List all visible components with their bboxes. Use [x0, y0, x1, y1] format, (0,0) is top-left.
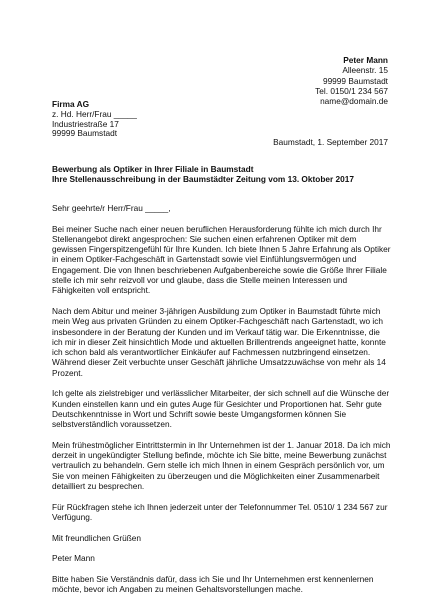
subject-line-1: Bewerbung als Optiker in Ihrer Filiale in Baumstadt — [52, 164, 254, 174]
sender-block — [315, 55, 388, 106]
subject-line-2: Ihre Stellenausschreibung in der Baumstädter Zeitung vom 13. Oktober 2017 — [52, 174, 354, 185]
recipient-city: 99999 Baumstadt — [52, 128, 118, 139]
paragraph-2: Nach dem Abitur und meiner 3-jährigen Ausbildung zum Optiker in Baumstadt führte mich mein Weg aus privaten Gründen zu einem Optiker-Fachgeschäft nach Gartenstadt, wo ich insbesondere in der Beratung der Kunden und im Verkauf tätig war. Die Erkenntnisse, die ich mir in dieser Zeit hinsichtlich Mode und aktuellen Brillentrends angeeignet hatte, konnte ich schon bald als verantwortlicher Einkäufer auf Fachmessen nutzbringend einsetzen. Während dieser Zeit verbuchte unser Geschäft jährliche Umsatzzuwächse von mehr als 14 Prozent. — [52, 305, 386, 378]
recipient-company: Firma AG — [52, 99, 90, 109]
subject-block — [52, 164, 392, 185]
recipient-block — [52, 100, 137, 139]
sender-phone: Tel. 0150/1 234 567 — [315, 85, 388, 96]
sender-email: name@domain.de — [320, 96, 388, 107]
paragraph-4: Mein frühestmöglicher Eintrittstermin in Ihr Unternehmen ist der 1. Januar 2018. Da ich mich derzeit in ungekündigter Stellung befinde, möchte ich Sie bitte, meine Bewerbung zunächst vertraulich zu behandeln. Gern stelle ich mich Ihnen in einem Gespräch persönlich vor, um Sie von meinen Fähigkeiten zu überzeugen und die Möglichkeiten einer Zusammenarbeit detailliert zu besprechen. — [52, 439, 391, 492]
recipient-attention: z. Hd. Herr/Frau _____ — [52, 108, 137, 119]
sender-street: Alleenstr. 15 — [342, 65, 388, 76]
paragraph-3: Ich gelte als zielstrebiger und verlässlicher Mitarbeiter, der sich schnell auf die Wünsche der Kunden einstellen kann und ein gutes Auge für Gesichter und Proportionen hat. Sehr gute Deutschkenntnisse in Wort und Schrift sowie beste Umgangsformen können Sie selbstverständlich voraussetzen. — [52, 388, 390, 430]
salutation: Sehr geehrte/r Herr/Frau _____, — [52, 203, 171, 213]
postscript: Bitte haben Sie Verständnis dafür, dass ich Sie und Ihr Unternehmen erst kennenlernen möchte, bevor ich Angaben zu meinen Gehaltsvorstellungen mache. — [52, 573, 374, 594]
letter-body — [52, 203, 392, 605]
signature: Peter Mann — [52, 553, 95, 564]
recipient-street: Industriestraße 17 — [52, 118, 119, 129]
sender-city: 99999 Baumstadt — [322, 75, 388, 86]
paragraph-5: Für Rückfragen stehe ich Ihnen jederzeit unter der Telefonnummer Tel. 0510/ 1 234 567 zur Verfügung. — [52, 501, 388, 522]
sender-name: Peter Mann — [343, 55, 388, 65]
letter-date: Baumstadt, 1. September 2017 — [273, 137, 388, 147]
paragraph-1: Bei meiner Suche nach einer neuen beruflichen Herausforderung fühlte ich mich durch Ihr Stellenangebot direkt angesprochen: Sie suchen einen erfahrenen Optiker mit dem gewissen Fingerspitzengefühl für Ihre Kunden. Ich biete Ihnen 5 Jahre Erfahrung als Optiker in einem Optiker-Fachgeschäft in Gartenstadt sowie viel Einfühlungsvermögen und Engagement. Die von Ihnen beschriebenen Aufgabenbereiche sowie die Größe Ihrer Filiale stelle ich mir sehr reizvoll vor und glaube, dass die Stelle meinen Interessen und Fähigkeiten voll entspricht. — [52, 223, 391, 296]
closing: Mit freundlichen Grüßen — [52, 532, 142, 543]
